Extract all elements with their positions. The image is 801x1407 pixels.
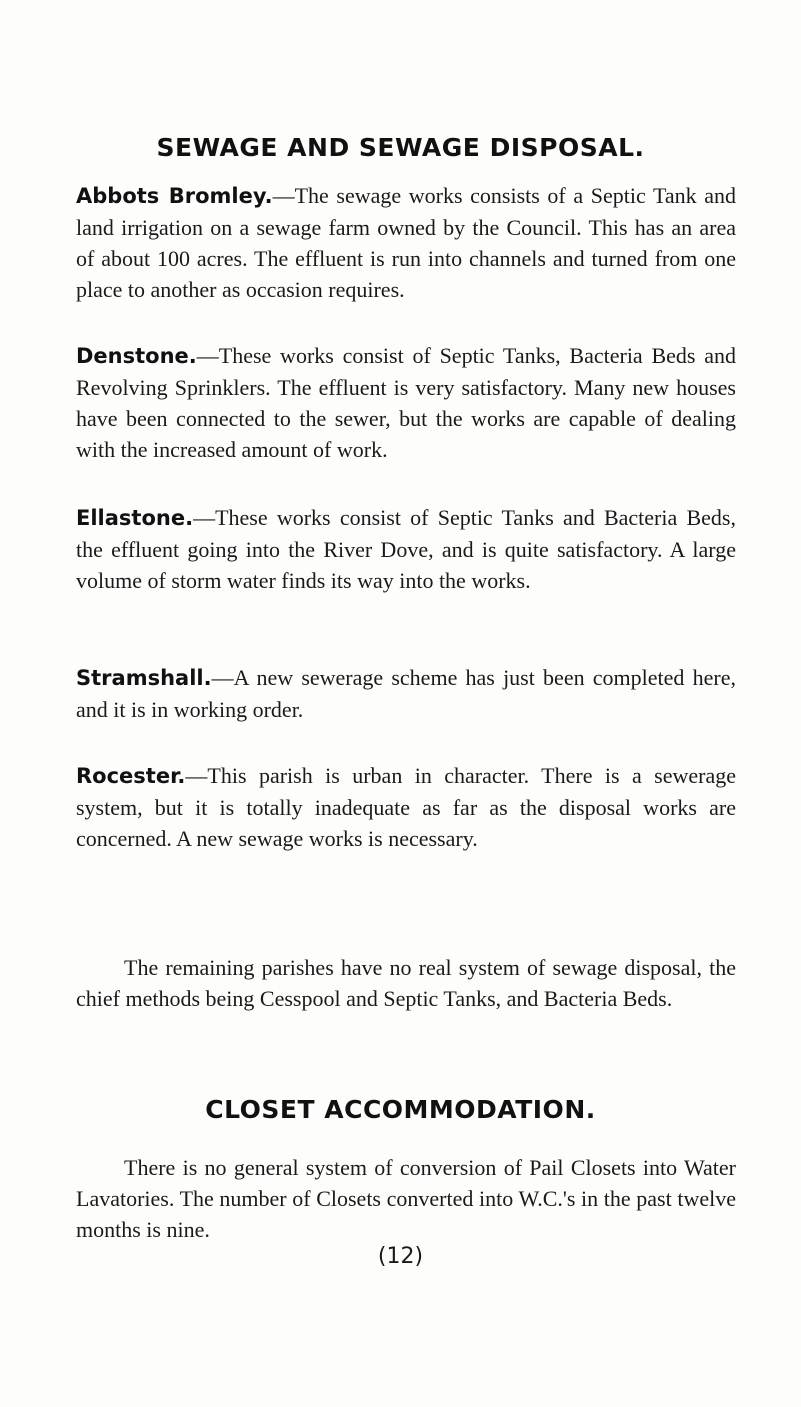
place-name: Rocester. xyxy=(76,764,186,788)
paragraph-text: —The sewage works consists of a Septic Tank and land irrigation on a sewage farm owned by the Council. This has an area of about 100 acres. The effluent is run into channels and turned from one place to another as occasion requires. xyxy=(76,183,736,302)
paragraph-text: —This parish is urban in character. There is a sewerage system, but it is totally inadequate as far as the disposal works are concerned. A new sewage works is necessary. xyxy=(76,763,736,851)
page-number: (12) xyxy=(377,1244,424,1269)
paragraph-closet-accommodation: There is no general system of conversion of Pail Closets into Water Lavatories. The number of Closets converted into W.C.'s in the past twelve months is nine. xyxy=(76,1155,736,1242)
place-name: Denstone. xyxy=(76,344,197,368)
paragraph-denstone xyxy=(76,340,736,465)
paragraph-ellastone xyxy=(76,502,736,596)
paragraph-abbots-bromley xyxy=(76,180,736,305)
place-name: Abbots Bromley. xyxy=(76,184,273,208)
paragraph-text: —A new sewerage scheme has just been completed here, and it is in working order. xyxy=(76,665,736,722)
section-heading-closet: CLOSET ACCOMMODATION. xyxy=(205,1095,596,1124)
paragraph-text: —These works consist of Septic Tanks and Bacteria Beds, the effluent going into the River Dove, and is quite satisfactory. A large volume of storm water finds its way into the works. xyxy=(76,505,736,593)
place-name: Stramshall. xyxy=(76,666,212,690)
paragraph-rocester xyxy=(76,760,736,854)
paragraph-text: —These works consist of Septic Tanks, Bacteria Beds and Revolving Sprinklers. The effluent is very satisfactory. Many new houses have been connected to the sewer, but the works are capable of dealing with the increased amount of work. xyxy=(76,343,736,462)
place-name: Ellastone. xyxy=(76,506,194,530)
section-heading-sewage: SEWAGE AND SEWAGE DISPOSAL. xyxy=(156,133,645,162)
paragraph-stramshall xyxy=(76,662,736,725)
paragraph-remaining-parishes: The remaining parishes have no real system of sewage disposal, the chief methods being Cesspool and Septic Tanks, and Bacteria Beds. xyxy=(76,955,736,1011)
